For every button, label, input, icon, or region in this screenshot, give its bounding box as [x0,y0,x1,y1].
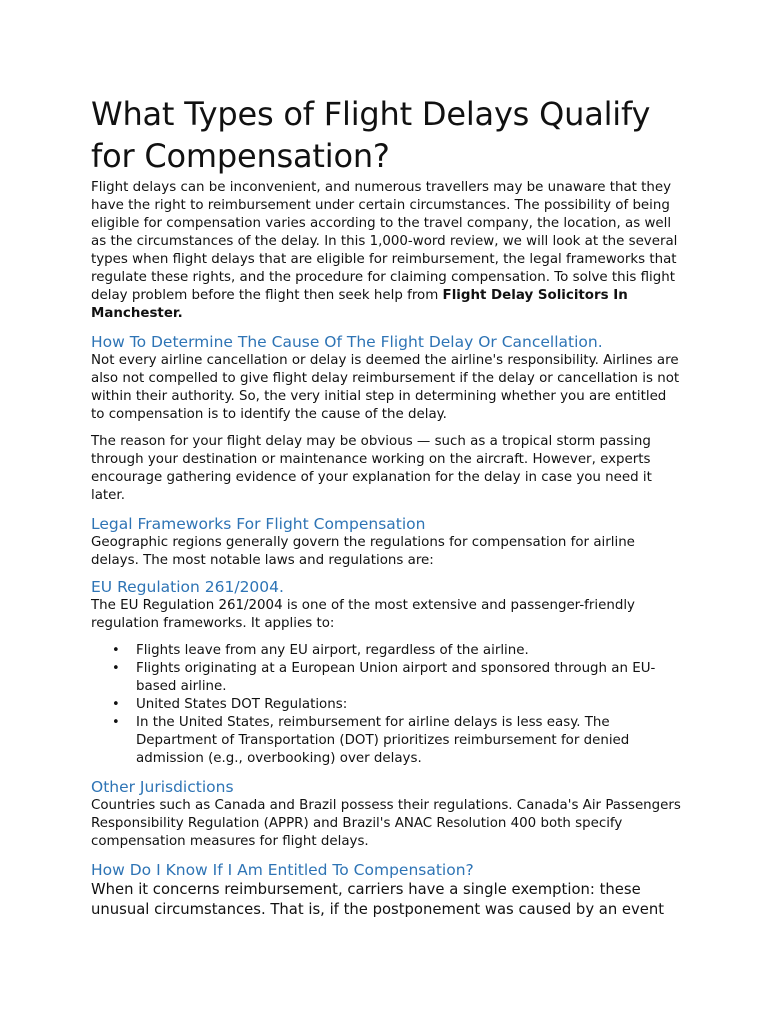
heading-cause: How To Determine The Cause Of The Flight Delay Or Cancellation. [91,333,603,351]
list-item [91,642,681,660]
heading-legal-frameworks: Legal Frameworks For Flight Compensation [91,515,426,533]
intro-text: Flight delays can be inconvenient, and numerous travellers may be unaware that they have the right to reimbursement under certain circumstances. The possibility of being eligible for compensation varies according to the travel company, the location, as well as the circumstances of the delay. In this 1,000-word review, we will look at the several types when flight delays that are eligible for reimbursement, the legal frameworks that regulate these rights, and the procedure for claiming compensation. To solve this flight delay problem before the flight then seek help from [91,180,678,303]
bullet-icon: • [112,715,120,730]
entitled-paragraph: When it concerns reimbursement, carriers have a single exemption: these unusual circumstances. That is, if the postponement was caused by an event [91,881,665,918]
list-item [91,696,681,714]
intro-paragraph [91,179,681,323]
document-content [91,93,681,920]
bullet-icon: • [112,643,120,658]
cause-paragraph-2: The reason for your flight delay may be obvious — such as a tropical storm passing through your destination or maintenance working on the aircraft. However, experts encourage gathering evidence of your explanation for the delay in case you need it later. [91,434,652,503]
heading-other-jurisdictions: Other Jurisdictions [91,778,234,796]
list-item-text: Flights originating at a European Union airport and sponsored through an EU-based airline. [136,661,656,694]
list-item [91,660,681,696]
list-item-text: United States DOT Regulations: [136,697,348,712]
heading-eu-regulation: EU Regulation 261/2004. [91,578,284,596]
page-title: What Types of Flight Delays Qualify for Compensation? [91,95,651,175]
other-paragraph: Countries such as Canada and Brazil possess their regulations. Canada's Air Passengers Responsibility Regulation (APPR) and Brazil's ANAC Resolution 400 both specify compensation measures for flight delays. [91,798,681,849]
legal-paragraph: Geographic regions generally govern the regulations for compensation for airline delays. The most notable laws and regulations are: [91,535,635,568]
bullet-icon: • [112,697,120,712]
bullet-icon: • [112,661,120,676]
eu-bullet-list [91,642,681,768]
heading-entitled: How Do I Know If I Am Entitled To Compensation? [91,861,474,879]
eu-paragraph: The EU Regulation 261/2004 is one of the most extensive and passenger-friendly regulation frameworks. It applies to: [91,598,635,631]
cause-paragraph-1: Not every airline cancellation or delay is deemed the airline's responsibility. Airlines are also not compelled to give flight delay reimbursement if the delay or cancellation is not within their authority. So, the very initial step in determining whether you are entitled to compensation is to identify the cause of the delay. [91,353,680,422]
intro-bold-text: Flight Delay Solicitors In Manchester. [91,288,628,321]
list-item-text: Flights leave from any EU airport, regardless of the airline. [136,643,529,658]
list-item-text: In the United States, reimbursement for airline delays is less easy. The Department of Transportation (DOT) prioritizes reimbursement for denied admission (e.g., overbooking) over delays. [136,715,630,766]
list-item [91,714,681,768]
